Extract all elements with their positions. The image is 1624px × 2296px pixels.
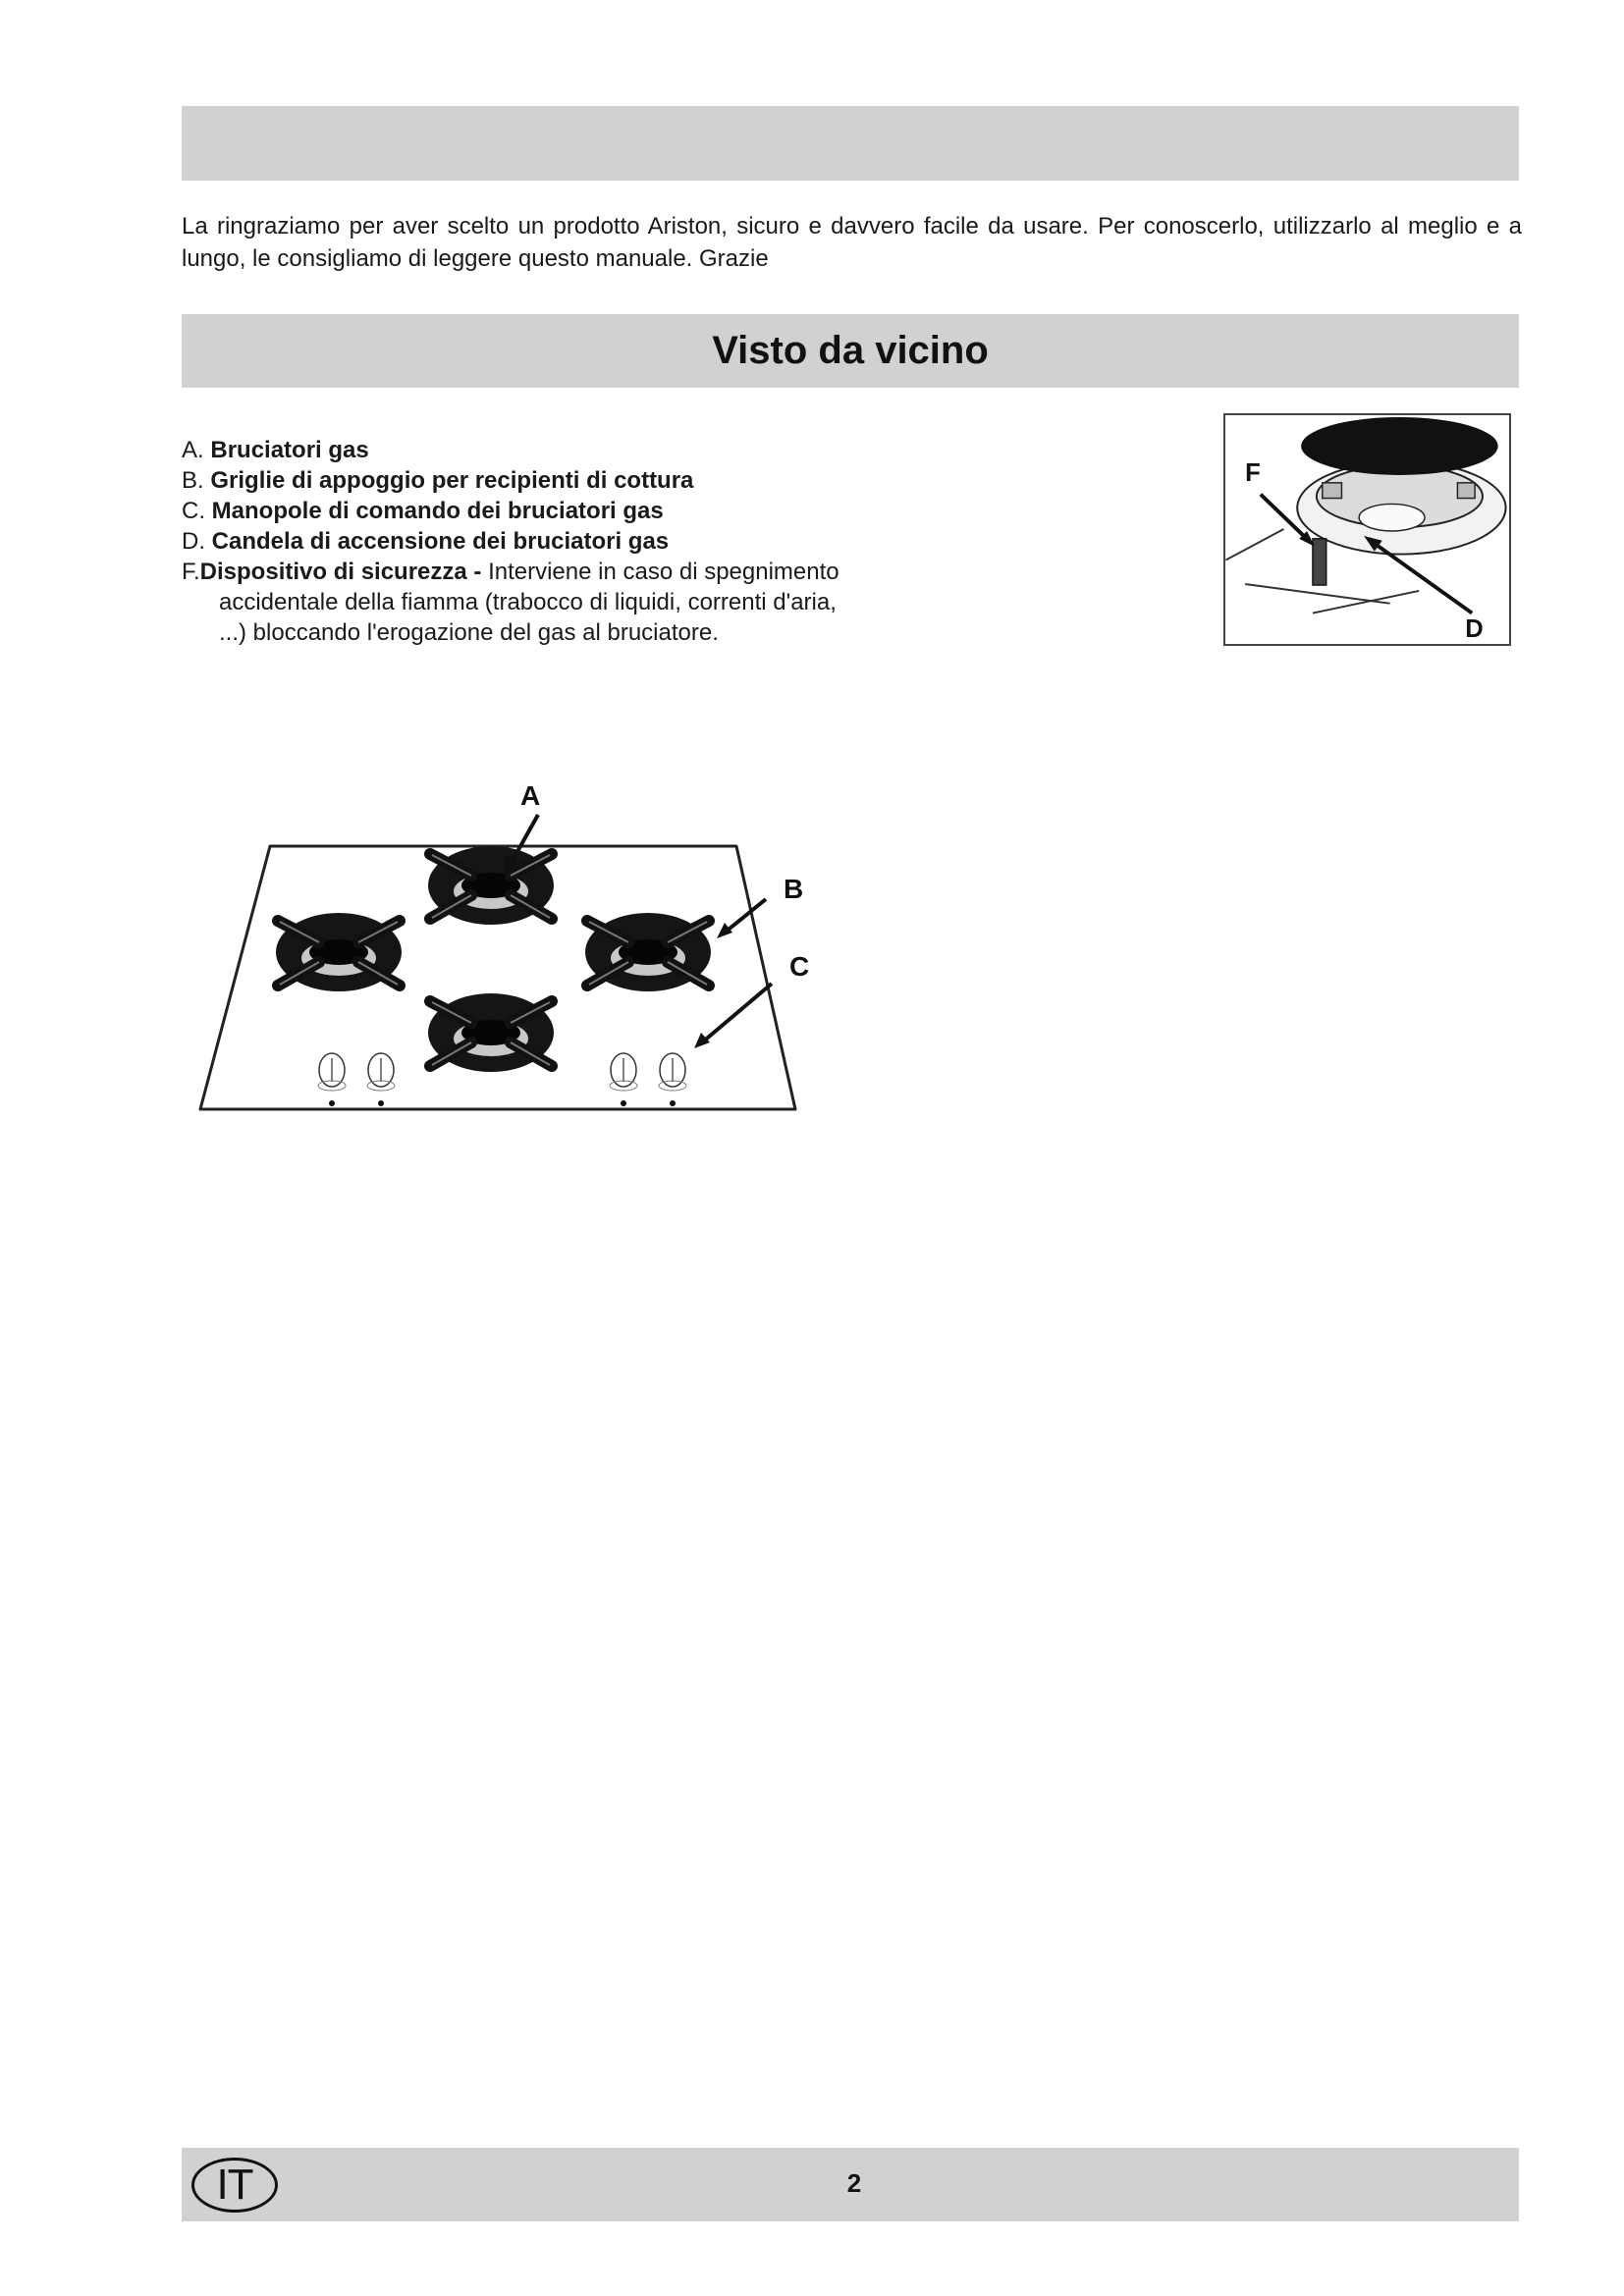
part-key: C. [182,498,205,524]
part-item-a [182,435,839,465]
part-key: B. [182,467,204,494]
part-item-b [182,465,839,496]
intro-paragraph: La ringraziamo per aver scelto un prodotto Ariston, sicuro e davvero facile da usare. Per conoscerlo, utilizzarlo al meglio e a lungo, le consigliamo di leggere questo manuale. Grazie [182,213,1522,272]
label-d: D [1465,615,1484,644]
language-badge: IT [191,2158,278,2213]
label-b: B [784,874,804,904]
part-key: A. [182,437,204,463]
header-bar [182,106,1519,181]
label-a: A [520,780,541,811]
hob-diagram [187,775,825,1119]
section-title: Visto da vicino [712,329,989,372]
part-key: F. [182,559,200,585]
part-description: Interviene in caso di spegnimento accidentale della fiamma (trabocco di liquidi, correnti d'aria, ...) bloccando l'erogazione del gas al bruciatore. [219,559,839,646]
burner-detail-illustration [1223,413,1511,646]
part-title: Manopole di comando dei bruciatori gas [211,498,664,524]
part-title: Bruciatori gas [210,437,369,463]
part-item-d [182,526,839,557]
part-key: D. [182,528,205,555]
part-title: Candela di accensione dei bruciatori gas [211,528,670,555]
part-title: Dispositivo di sicurezza - [199,559,482,585]
label-f: F [1245,458,1261,487]
part-item-c [182,496,839,526]
section-header [182,314,1519,388]
label-c: C [789,951,810,982]
page-number: 2 [846,2168,862,2198]
part-title: Griglie di appoggio per recipienti di cottura [210,467,694,494]
parts-list [182,435,839,648]
part-item-f [182,557,839,648]
